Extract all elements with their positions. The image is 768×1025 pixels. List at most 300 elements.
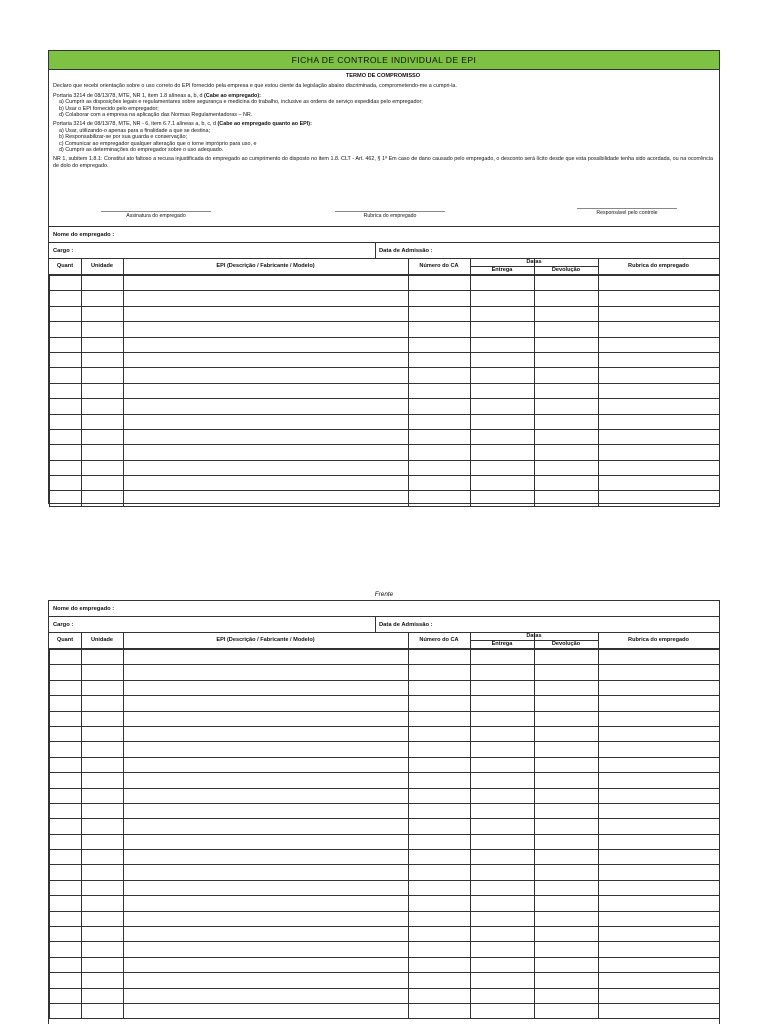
table-cell[interactable] bbox=[535, 368, 599, 383]
table-cell[interactable] bbox=[409, 911, 471, 926]
table-cell[interactable] bbox=[50, 368, 82, 383]
table-cell[interactable] bbox=[471, 819, 535, 834]
table-cell[interactable] bbox=[409, 1003, 471, 1018]
table-cell[interactable] bbox=[599, 927, 720, 942]
table-cell[interactable] bbox=[535, 445, 599, 460]
table-cell[interactable] bbox=[409, 957, 471, 972]
table-cell[interactable] bbox=[535, 680, 599, 695]
table-cell[interactable] bbox=[124, 788, 409, 803]
table-cell[interactable] bbox=[50, 880, 82, 895]
table-cell[interactable] bbox=[124, 445, 409, 460]
admission-date-label: Data de Admissão : bbox=[379, 247, 433, 254]
table-cell[interactable] bbox=[124, 942, 409, 957]
frente-caption: Frente bbox=[374, 591, 394, 598]
position-divider bbox=[375, 243, 376, 259]
table-cell[interactable] bbox=[50, 942, 82, 957]
table-cell[interactable] bbox=[50, 726, 82, 741]
table-cell[interactable] bbox=[82, 383, 124, 398]
table-cell[interactable] bbox=[124, 927, 409, 942]
table-cell[interactable] bbox=[50, 665, 82, 680]
table-cell[interactable] bbox=[409, 711, 471, 726]
table-cell[interactable] bbox=[599, 803, 720, 818]
table-cell[interactable] bbox=[124, 414, 409, 429]
epi-control-sheet-continuation bbox=[48, 600, 720, 1024]
table-cell[interactable] bbox=[409, 865, 471, 880]
table-cell[interactable] bbox=[535, 819, 599, 834]
table-cell[interactable] bbox=[50, 680, 82, 695]
table-cell[interactable] bbox=[50, 834, 82, 849]
table-cell[interactable] bbox=[50, 352, 82, 367]
table-cell[interactable] bbox=[535, 322, 599, 337]
table-cell[interactable] bbox=[409, 476, 471, 491]
table-cell[interactable] bbox=[124, 337, 409, 352]
table-cell[interactable] bbox=[82, 880, 124, 895]
table-cell[interactable] bbox=[82, 291, 124, 306]
table-cell[interactable] bbox=[409, 429, 471, 444]
table-cell[interactable] bbox=[409, 352, 471, 367]
table-cell[interactable] bbox=[409, 276, 471, 291]
table-cell[interactable] bbox=[82, 680, 124, 695]
table-cell[interactable] bbox=[124, 1003, 409, 1018]
table-cell[interactable] bbox=[471, 880, 535, 895]
table-cell[interactable] bbox=[124, 803, 409, 818]
table-cell[interactable] bbox=[50, 819, 82, 834]
table-cell[interactable] bbox=[82, 665, 124, 680]
table-cell[interactable] bbox=[50, 927, 82, 942]
table-cell[interactable] bbox=[409, 322, 471, 337]
table-cell[interactable] bbox=[535, 911, 599, 926]
table-cell[interactable] bbox=[82, 476, 124, 491]
table-cell[interactable] bbox=[535, 337, 599, 352]
table-cell[interactable] bbox=[124, 865, 409, 880]
table-cell[interactable] bbox=[599, 942, 720, 957]
table-cell[interactable] bbox=[409, 850, 471, 865]
table-cell[interactable] bbox=[599, 445, 720, 460]
table-cell[interactable] bbox=[471, 491, 535, 506]
table-cell[interactable] bbox=[471, 742, 535, 757]
table-cell[interactable] bbox=[82, 445, 124, 460]
table-cell[interactable] bbox=[409, 306, 471, 321]
table-cell[interactable] bbox=[535, 973, 599, 988]
table-cell[interactable] bbox=[599, 368, 720, 383]
table-cell[interactable] bbox=[535, 696, 599, 711]
table-cell[interactable] bbox=[409, 942, 471, 957]
table-cell[interactable] bbox=[471, 850, 535, 865]
table-cell[interactable] bbox=[50, 773, 82, 788]
table-cell[interactable] bbox=[124, 773, 409, 788]
table-cell[interactable] bbox=[471, 1003, 535, 1018]
table-cell[interactable] bbox=[599, 352, 720, 367]
table-cell[interactable] bbox=[535, 942, 599, 957]
table-cell[interactable] bbox=[535, 788, 599, 803]
table-cell[interactable] bbox=[599, 322, 720, 337]
employee-name-row[interactable] bbox=[49, 227, 719, 243]
table-cell[interactable] bbox=[409, 973, 471, 988]
table-cell[interactable] bbox=[471, 383, 535, 398]
table-cell[interactable] bbox=[124, 650, 409, 665]
table-cell[interactable] bbox=[50, 276, 82, 291]
table-cell[interactable] bbox=[471, 650, 535, 665]
table-cell[interactable] bbox=[599, 306, 720, 321]
table-cell[interactable] bbox=[82, 711, 124, 726]
table-cell[interactable] bbox=[124, 711, 409, 726]
table-cell[interactable] bbox=[409, 896, 471, 911]
table-cell[interactable] bbox=[471, 368, 535, 383]
table-cell[interactable] bbox=[599, 742, 720, 757]
table-cell[interactable] bbox=[599, 337, 720, 352]
table-cell[interactable] bbox=[124, 680, 409, 695]
table-cell[interactable] bbox=[50, 865, 82, 880]
table-cell[interactable] bbox=[82, 429, 124, 444]
table-cell[interactable] bbox=[599, 665, 720, 680]
table-cell[interactable] bbox=[50, 491, 82, 506]
table-cell[interactable] bbox=[599, 896, 720, 911]
table-cell[interactable] bbox=[471, 445, 535, 460]
table-cell[interactable] bbox=[50, 696, 82, 711]
table-cell[interactable] bbox=[124, 368, 409, 383]
table-cell[interactable] bbox=[409, 680, 471, 695]
epi-table bbox=[49, 649, 720, 1019]
table-cell[interactable] bbox=[535, 460, 599, 475]
table-cell[interactable] bbox=[50, 957, 82, 972]
portaria-1-heading-bold: (Cabe ao empregado): bbox=[204, 92, 261, 99]
table-cell[interactable] bbox=[82, 368, 124, 383]
table-cell[interactable] bbox=[535, 276, 599, 291]
table-cell[interactable] bbox=[409, 383, 471, 398]
table-cell[interactable] bbox=[50, 322, 82, 337]
table-cell[interactable] bbox=[124, 988, 409, 1003]
table-cell[interactable] bbox=[50, 383, 82, 398]
table-cell[interactable] bbox=[82, 352, 124, 367]
table-cell[interactable] bbox=[409, 368, 471, 383]
table-cell[interactable] bbox=[599, 383, 720, 398]
table-cell[interactable] bbox=[471, 927, 535, 942]
table-cell[interactable] bbox=[82, 276, 124, 291]
table-cell[interactable] bbox=[124, 383, 409, 398]
table-cell[interactable] bbox=[599, 1003, 720, 1018]
table-cell[interactable] bbox=[82, 726, 124, 741]
table-cell[interactable] bbox=[471, 957, 535, 972]
table-cell[interactable] bbox=[50, 650, 82, 665]
table-cell[interactable] bbox=[82, 788, 124, 803]
table-cell[interactable] bbox=[599, 460, 720, 475]
table-cell[interactable] bbox=[599, 414, 720, 429]
table-cell[interactable] bbox=[471, 460, 535, 475]
table-cell[interactable] bbox=[535, 650, 599, 665]
table-cell[interactable] bbox=[535, 476, 599, 491]
table-cell[interactable] bbox=[124, 460, 409, 475]
table-cell[interactable] bbox=[599, 757, 720, 772]
table-cell[interactable] bbox=[50, 803, 82, 818]
table-cell[interactable] bbox=[599, 973, 720, 988]
table-cell[interactable] bbox=[409, 460, 471, 475]
table-cell[interactable] bbox=[124, 306, 409, 321]
table-cell[interactable] bbox=[124, 973, 409, 988]
table-cell[interactable] bbox=[50, 476, 82, 491]
table-cell[interactable] bbox=[471, 291, 535, 306]
table-row bbox=[50, 942, 720, 957]
table-cell[interactable] bbox=[599, 291, 720, 306]
table-cell[interactable] bbox=[82, 973, 124, 988]
portaria-1 bbox=[53, 93, 713, 119]
table-cell[interactable] bbox=[124, 399, 409, 414]
table-cell[interactable] bbox=[599, 650, 720, 665]
table-cell[interactable] bbox=[82, 850, 124, 865]
table-cell[interactable] bbox=[599, 834, 720, 849]
table-cell[interactable] bbox=[82, 865, 124, 880]
table-cell[interactable] bbox=[82, 306, 124, 321]
table-cell[interactable] bbox=[82, 803, 124, 818]
table-cell[interactable] bbox=[124, 696, 409, 711]
admission-date-label: Data de Admissão : bbox=[379, 621, 433, 628]
table-cell[interactable] bbox=[409, 665, 471, 680]
table-cell[interactable] bbox=[82, 322, 124, 337]
table-cell[interactable] bbox=[471, 973, 535, 988]
table-cell[interactable] bbox=[535, 711, 599, 726]
table-cell[interactable] bbox=[124, 476, 409, 491]
portaria-1-item: d) Colaborar com a empresa na aplicação das Normas Regulamentadoras – NR. bbox=[59, 112, 253, 119]
table-cell[interactable] bbox=[471, 988, 535, 1003]
table-cell[interactable] bbox=[50, 896, 82, 911]
table-cell[interactable] bbox=[82, 650, 124, 665]
table-cell[interactable] bbox=[471, 429, 535, 444]
table-cell[interactable] bbox=[124, 757, 409, 772]
table-row bbox=[50, 445, 720, 460]
table-cell[interactable] bbox=[535, 352, 599, 367]
position-label: Cargo : bbox=[53, 247, 74, 254]
table-cell[interactable] bbox=[471, 680, 535, 695]
table-cell[interactable] bbox=[599, 880, 720, 895]
table-cell[interactable] bbox=[82, 819, 124, 834]
table-cell[interactable] bbox=[50, 1003, 82, 1018]
table-cell[interactable] bbox=[409, 414, 471, 429]
table-cell[interactable] bbox=[599, 911, 720, 926]
table-cell[interactable] bbox=[409, 291, 471, 306]
table-cell[interactable] bbox=[599, 276, 720, 291]
table-cell[interactable] bbox=[82, 414, 124, 429]
table-cell[interactable] bbox=[535, 773, 599, 788]
table-cell[interactable] bbox=[124, 491, 409, 506]
table-cell[interactable] bbox=[124, 957, 409, 972]
table-cell[interactable] bbox=[535, 927, 599, 942]
table-cell[interactable] bbox=[471, 896, 535, 911]
table-cell[interactable] bbox=[409, 803, 471, 818]
table-row bbox=[50, 383, 720, 398]
table-cell[interactable] bbox=[82, 773, 124, 788]
table-cell[interactable] bbox=[535, 429, 599, 444]
table-cell[interactable] bbox=[409, 650, 471, 665]
table-cell[interactable] bbox=[471, 911, 535, 926]
table-cell[interactable] bbox=[409, 399, 471, 414]
table-row bbox=[50, 650, 720, 665]
portaria-1-heading: Portaria 3214 de 08/13/78, MTE, NR 1, item 1.8 alíneas a, b, d bbox=[53, 92, 205, 99]
table-cell[interactable] bbox=[50, 337, 82, 352]
table-cell[interactable] bbox=[535, 306, 599, 321]
table-cell[interactable] bbox=[599, 476, 720, 491]
table-cell[interactable] bbox=[124, 880, 409, 895]
table-cell[interactable] bbox=[535, 757, 599, 772]
table-cell[interactable] bbox=[471, 942, 535, 957]
table-cell[interactable] bbox=[124, 291, 409, 306]
table-cell[interactable] bbox=[599, 711, 720, 726]
table-cell[interactable] bbox=[471, 834, 535, 849]
table-cell[interactable] bbox=[599, 788, 720, 803]
table-cell[interactable] bbox=[599, 773, 720, 788]
table-cell[interactable] bbox=[50, 788, 82, 803]
table-cell[interactable] bbox=[471, 276, 535, 291]
commitment-terms bbox=[53, 73, 713, 172]
table-cell[interactable] bbox=[535, 491, 599, 506]
table-cell[interactable] bbox=[50, 988, 82, 1003]
table-row bbox=[50, 957, 720, 972]
portaria-2-item: a) Usar, utilizando-o apenas para a finalidade a que se destina; bbox=[59, 127, 211, 134]
table-cell[interactable] bbox=[409, 757, 471, 772]
table-cell[interactable] bbox=[124, 819, 409, 834]
table-cell[interactable] bbox=[599, 399, 720, 414]
table-cell[interactable] bbox=[599, 696, 720, 711]
table-cell[interactable] bbox=[409, 927, 471, 942]
table-cell[interactable] bbox=[471, 352, 535, 367]
table-cell[interactable] bbox=[82, 696, 124, 711]
table-cell[interactable] bbox=[599, 957, 720, 972]
table-cell[interactable] bbox=[471, 726, 535, 741]
table-cell[interactable] bbox=[409, 696, 471, 711]
table-cell[interactable] bbox=[471, 476, 535, 491]
table-cell[interactable] bbox=[535, 834, 599, 849]
table-cell[interactable] bbox=[409, 773, 471, 788]
table-cell[interactable] bbox=[535, 896, 599, 911]
table-row bbox=[50, 322, 720, 337]
table-cell[interactable] bbox=[409, 834, 471, 849]
table-cell[interactable] bbox=[471, 788, 535, 803]
table-cell[interactable] bbox=[124, 911, 409, 926]
table-cell[interactable] bbox=[409, 445, 471, 460]
table-cell[interactable] bbox=[124, 834, 409, 849]
table-cell[interactable] bbox=[535, 291, 599, 306]
table-cell[interactable] bbox=[409, 788, 471, 803]
table-cell[interactable] bbox=[409, 491, 471, 506]
table-cell[interactable] bbox=[50, 291, 82, 306]
table-cell[interactable] bbox=[535, 399, 599, 414]
table-cell[interactable] bbox=[409, 742, 471, 757]
table-cell[interactable] bbox=[599, 865, 720, 880]
table-cell[interactable] bbox=[124, 322, 409, 337]
table-cell[interactable] bbox=[535, 742, 599, 757]
table-cell[interactable] bbox=[50, 850, 82, 865]
table-cell[interactable] bbox=[599, 680, 720, 695]
table-cell[interactable] bbox=[82, 460, 124, 475]
table-cell[interactable] bbox=[535, 665, 599, 680]
table-cell[interactable] bbox=[50, 399, 82, 414]
table-cell[interactable] bbox=[535, 880, 599, 895]
table-cell[interactable] bbox=[599, 819, 720, 834]
table-cell[interactable] bbox=[50, 757, 82, 772]
table-cell[interactable] bbox=[82, 988, 124, 1003]
table-cell[interactable] bbox=[124, 726, 409, 741]
table-cell[interactable] bbox=[82, 337, 124, 352]
table-cell[interactable] bbox=[471, 399, 535, 414]
table-cell[interactable] bbox=[409, 337, 471, 352]
position-row[interactable] bbox=[49, 243, 719, 259]
table-cell[interactable] bbox=[409, 988, 471, 1003]
table-cell[interactable] bbox=[599, 726, 720, 741]
table-cell[interactable] bbox=[535, 957, 599, 972]
table-cell[interactable] bbox=[82, 834, 124, 849]
table-cell[interactable] bbox=[535, 850, 599, 865]
table-cell[interactable] bbox=[82, 942, 124, 957]
col-rubrica: Rubrica do empregado bbox=[628, 637, 689, 643]
position-row[interactable] bbox=[49, 617, 719, 633]
table-cell[interactable] bbox=[82, 957, 124, 972]
table-cell[interactable] bbox=[50, 711, 82, 726]
table-cell[interactable] bbox=[82, 757, 124, 772]
table-cell[interactable] bbox=[471, 696, 535, 711]
table-cell[interactable] bbox=[82, 1003, 124, 1018]
table-cell[interactable] bbox=[471, 337, 535, 352]
table-cell[interactable] bbox=[124, 742, 409, 757]
table-cell[interactable] bbox=[535, 726, 599, 741]
table-cell[interactable] bbox=[50, 742, 82, 757]
table-cell[interactable] bbox=[409, 819, 471, 834]
table-cell[interactable] bbox=[82, 927, 124, 942]
table-cell[interactable] bbox=[535, 988, 599, 1003]
table-cell[interactable] bbox=[50, 306, 82, 321]
table-cell[interactable] bbox=[535, 803, 599, 818]
table-cell[interactable] bbox=[471, 322, 535, 337]
table-cell[interactable] bbox=[471, 773, 535, 788]
table-cell[interactable] bbox=[50, 445, 82, 460]
table-cell[interactable] bbox=[471, 865, 535, 880]
table-cell[interactable] bbox=[82, 491, 124, 506]
employee-name-row[interactable] bbox=[49, 601, 719, 617]
table-cell[interactable] bbox=[50, 911, 82, 926]
table-cell[interactable] bbox=[471, 665, 535, 680]
table-cell[interactable] bbox=[535, 414, 599, 429]
table-cell[interactable] bbox=[124, 276, 409, 291]
table-cell[interactable] bbox=[124, 429, 409, 444]
table-cell[interactable] bbox=[471, 306, 535, 321]
table-cell[interactable] bbox=[471, 414, 535, 429]
table-cell[interactable] bbox=[82, 399, 124, 414]
table-cell[interactable] bbox=[535, 1003, 599, 1018]
table-cell[interactable] bbox=[599, 988, 720, 1003]
table-cell[interactable] bbox=[535, 865, 599, 880]
table-cell[interactable] bbox=[124, 896, 409, 911]
table-cell[interactable] bbox=[50, 973, 82, 988]
table-cell[interactable] bbox=[599, 491, 720, 506]
table-cell[interactable] bbox=[599, 429, 720, 444]
table-cell[interactable] bbox=[124, 850, 409, 865]
table-cell[interactable] bbox=[50, 414, 82, 429]
table-cell[interactable] bbox=[471, 711, 535, 726]
nr1-text: NR 1, subitem 1.8.1: Constitui ato faltoso a recusa injustificada do empregado ao cumprimento do disposto no item 1.8. CLT - Art. 462, § 1º Em caso de dano causado pelo empregado, o desconto será lícito desde que esta possibilidade tenha sido acordada, ou na ocorrência de dolo do empregado. bbox=[53, 156, 713, 169]
table-cell[interactable] bbox=[50, 460, 82, 475]
table-cell[interactable] bbox=[82, 742, 124, 757]
table-cell[interactable] bbox=[50, 429, 82, 444]
table-cell[interactable] bbox=[471, 803, 535, 818]
table-cell[interactable] bbox=[124, 352, 409, 367]
table-cell[interactable] bbox=[535, 383, 599, 398]
col-devolucao: Devolução bbox=[551, 641, 581, 647]
table-cell[interactable] bbox=[599, 850, 720, 865]
table-cell[interactable] bbox=[82, 911, 124, 926]
table-cell[interactable] bbox=[409, 880, 471, 895]
table-cell[interactable] bbox=[82, 896, 124, 911]
table-cell[interactable] bbox=[409, 726, 471, 741]
table-cell[interactable] bbox=[124, 665, 409, 680]
col-rubrica: Rubrica do empregado bbox=[628, 263, 689, 269]
table-cell[interactable] bbox=[471, 757, 535, 772]
